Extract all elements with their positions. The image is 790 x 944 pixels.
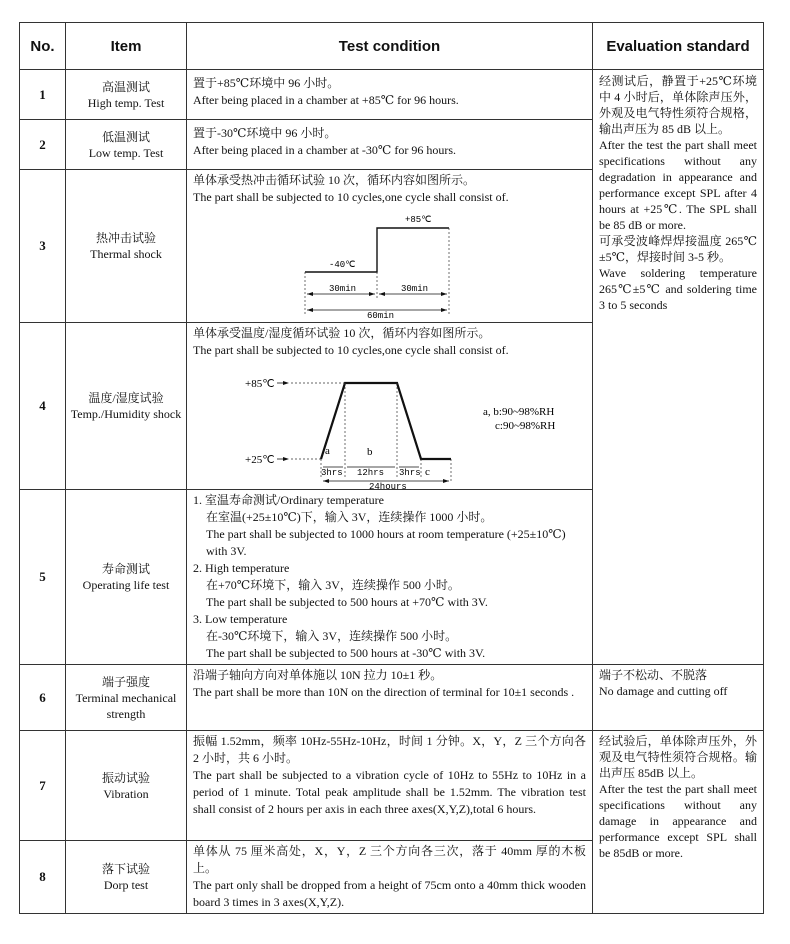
condition-cell bbox=[187, 323, 593, 490]
item-name-en: Thermal shock bbox=[90, 247, 162, 261]
item-name-cn: 热冲击试验 bbox=[95, 231, 156, 245]
item-name-cn: 落下试验 bbox=[101, 862, 150, 876]
life-test-low-en: The part shall be subjected to 500 hours at -30℃ with 3V. bbox=[206, 646, 486, 660]
evaluation-cn: 端子不松动、不脱落 bbox=[599, 668, 708, 682]
item-name-en: Temp./Humidity shock bbox=[70, 407, 182, 421]
item-cell bbox=[66, 323, 187, 490]
condition-cell bbox=[187, 841, 593, 914]
reliability-test-table bbox=[19, 22, 764, 914]
humidity-profile-line bbox=[321, 383, 451, 459]
condition-cell bbox=[187, 490, 593, 665]
life-test-ordinary-cn: 在室温(+25±10℃)下，输入 3V，连续操作 1000 小时。 bbox=[206, 510, 493, 524]
table-row bbox=[20, 665, 764, 731]
header-item: Item bbox=[66, 23, 187, 70]
condition-en: After being placed in a chamber at +85℃ for 96 hours. bbox=[193, 93, 459, 107]
row-number: 3 bbox=[20, 170, 66, 323]
condition-cell bbox=[187, 665, 593, 731]
condition-cn: 振幅 1.52mm，频率 10Hz-55Hz-10Hz，时间 1 分钟。X，Y，Z 三个方向各 2 小时，共 6 小时。 bbox=[193, 734, 586, 765]
item-name-en: Terminal mechanical strength bbox=[75, 690, 177, 721]
condition-en: The part shall be subjected to 10 cycles,one cycle shall consist of. bbox=[193, 190, 509, 204]
row-number: 2 bbox=[20, 120, 66, 170]
condition-en: The part shall be more than 10N on the direction of terminal for 10±1 seconds . bbox=[193, 685, 575, 699]
evaluation-en-1: After the test the part shall meet specifications without any degradation in appearance and performance except SPL after 4 hours at +25℃. The SPL shall be 85 dB or more. bbox=[599, 138, 757, 232]
item-name-en: Dorp test bbox=[103, 878, 149, 892]
total-duration-label: 60min bbox=[367, 311, 395, 321]
item-name-en: Vibration bbox=[103, 786, 149, 801]
row-number: 8 bbox=[20, 841, 66, 914]
evaluation-en: After the test the part shall meet specifications without any damage in appearance and performance except SPL shall be 85dB or more. bbox=[599, 782, 757, 860]
evaluation-cell-group2 bbox=[593, 731, 764, 914]
condition-en: The part only shall be dropped from a height of 75cm onto a 40mm thick wooden board 3 times in 3 axes(X,Y,Z). bbox=[193, 878, 586, 909]
temp-humidity-diagram bbox=[193, 359, 587, 492]
item-name-cn: 寿命测试 bbox=[101, 562, 150, 576]
evaluation-cn-1: 经测试后，静置于+25℃环境中 4 小时后，单体除声压外，外观及电气特性须符合规格，输出声压为 85 dB 以上。 bbox=[599, 74, 757, 136]
condition-cell bbox=[187, 731, 593, 841]
evaluation-cell-group1 bbox=[593, 70, 764, 665]
row-number: 7 bbox=[20, 731, 66, 841]
condition-cn: 置于-30℃环境中 96 小时。 bbox=[193, 126, 337, 140]
row-number: 1 bbox=[20, 70, 66, 120]
phase-a-label: a bbox=[325, 445, 330, 457]
item-cell bbox=[66, 170, 187, 323]
life-test-ordinary-title: 1. 室温寿命测试/Ordinary temperature bbox=[193, 493, 384, 507]
life-test-high-en: The part shall be subjected to 500 hours at +70℃ with 3V. bbox=[206, 595, 488, 609]
item-cell bbox=[66, 70, 187, 120]
condition-cn: 单体承受温度/湿度循环试验 10 次，循环内容如图所示。 bbox=[193, 326, 491, 340]
condition-en: The part shall be subjected to 10 cycles,one cycle shall consist of. bbox=[193, 343, 509, 357]
condition-cn: 置于+85℃环境中 96 小时。 bbox=[193, 76, 340, 90]
item-name-cn: 端子强度 bbox=[101, 674, 150, 689]
item-name-en: Operating life test bbox=[82, 578, 170, 592]
duration-2-label: 12hrs bbox=[357, 468, 385, 478]
item-name-en: Low temp. Test bbox=[88, 145, 164, 160]
test-spec-sheet bbox=[19, 22, 763, 914]
condition-cn: 单体从 75 厘米高处，X，Y，Z 三个方向各三次，落于 40mm 厚的木板上。 bbox=[193, 844, 586, 875]
item-cell bbox=[66, 120, 187, 170]
item-name-en: High temp. Test bbox=[87, 95, 165, 110]
item-cell bbox=[66, 665, 187, 731]
life-test-high-title: 2. High temperature bbox=[193, 561, 290, 575]
condition-cell bbox=[187, 120, 593, 170]
segment-2-label: 30min bbox=[401, 284, 429, 294]
condition-cn: 沿端子轴向方向对单体施以 10N 拉力 10±1 秒。 bbox=[193, 668, 443, 682]
evaluation-cn: 经试验后，单体除声压外，外观及电气特性须符合规格。输出声压 85dB 以上。 bbox=[599, 734, 757, 780]
header-row bbox=[20, 23, 764, 70]
life-test-ordinary-en: The part shall be subjected to 1000 hours at room temperature (+25±10℃) with 3V. bbox=[206, 527, 566, 558]
humidity-note-1: a, b:90~98%RH bbox=[483, 406, 555, 418]
header-no: No. bbox=[20, 23, 66, 70]
thermal-profile-line bbox=[305, 228, 449, 272]
phase-b-label: b bbox=[367, 446, 373, 458]
cold-temp-label: -40℃ bbox=[329, 260, 356, 270]
table-row bbox=[20, 731, 764, 841]
condition-cell bbox=[187, 170, 593, 323]
item-cell bbox=[66, 490, 187, 665]
room-temp-label: +25℃ bbox=[245, 454, 275, 466]
row-number: 4 bbox=[20, 323, 66, 490]
life-test-high-cn: 在+70℃环境下，输入 3V，连续操作 500 小时。 bbox=[206, 578, 460, 592]
item-name-cn: 低温测试 bbox=[101, 129, 150, 144]
life-test-low-title: 3. Low temperature bbox=[193, 612, 288, 626]
duration-3-label: 3hrs bbox=[399, 468, 421, 478]
hot-temp-label: +85℃ bbox=[245, 378, 275, 390]
item-name-cn: 温度/湿度试验 bbox=[88, 391, 164, 405]
total-duration-label: 24hours bbox=[369, 482, 407, 492]
condition-en: The part shall be subjected to a vibration cycle of 10Hz to 55Hz to 10Hz in a period of 1 minute. Total peak amplitude shall be 1.52mm. The vibration test shall consist of 2 hours per axis in each three axes(X,Y,Z),total 6 hours. bbox=[193, 768, 586, 816]
condition-cn: 单体承受热冲击循环试验 10 次，循环内容如图所示。 bbox=[193, 173, 476, 187]
evaluation-en-2: Wave soldering temperature 265℃±5℃ and soldering time 3 to 5 seconds bbox=[599, 266, 757, 312]
hot-temp-label: +85℃ bbox=[405, 215, 432, 225]
thermal-shock-diagram bbox=[193, 206, 587, 321]
evaluation-cell bbox=[593, 665, 764, 731]
table-row bbox=[20, 70, 764, 120]
evaluation-cn-2: 可承受波峰焊焊接温度 265℃±5℃，焊接时间 3-5 秒。 bbox=[599, 234, 757, 264]
condition-cell bbox=[187, 70, 593, 120]
item-name-cn: 高温测试 bbox=[101, 79, 150, 94]
item-cell bbox=[66, 841, 187, 914]
row-number: 5 bbox=[20, 490, 66, 665]
header-test-condition: Test condition bbox=[187, 23, 593, 70]
duration-1-label: 3hrs bbox=[321, 468, 343, 478]
segment-1-label: 30min bbox=[329, 284, 357, 294]
evaluation-en: No damage and cutting off bbox=[599, 684, 728, 698]
phase-c-label: c bbox=[425, 466, 430, 478]
item-name-cn: 振动试验 bbox=[101, 770, 150, 785]
row-number: 6 bbox=[20, 665, 66, 731]
life-test-low-cn: 在-30℃环境下，输入 3V，连续操作 500 小时。 bbox=[206, 629, 458, 643]
header-evaluation-standard: Evaluation standard bbox=[593, 23, 764, 70]
humidity-note-2: c:90~98%RH bbox=[495, 420, 556, 432]
condition-en: After being placed in a chamber at -30℃ for 96 hours. bbox=[193, 143, 456, 157]
item-cell bbox=[66, 731, 187, 841]
